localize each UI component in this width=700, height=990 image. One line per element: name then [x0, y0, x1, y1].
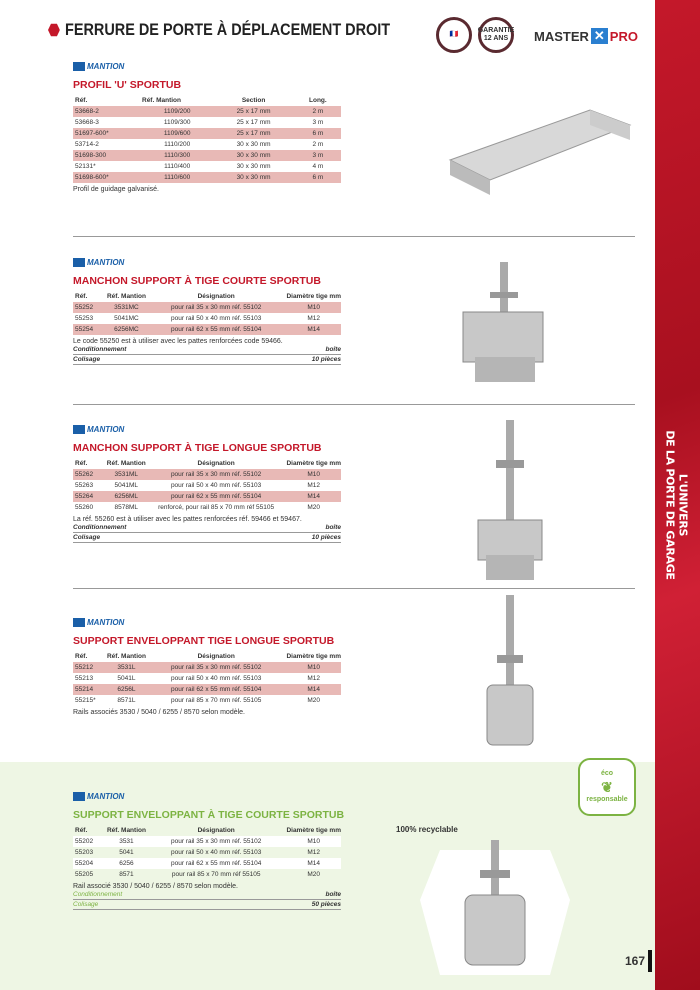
- table-row: [73, 150, 341, 161]
- product-section: [73, 258, 341, 365]
- table-cell: 30 x 30 mm: [212, 172, 292, 183]
- table-cell: pour rail 62 x 55 mm réf. 55104: [146, 324, 285, 335]
- table-cell: 51698-600*: [73, 172, 140, 183]
- product-table: [73, 291, 341, 335]
- table-cell: 1110/300: [140, 150, 212, 161]
- side-tab-line2: DE LA PORTE DE GARAGE: [664, 430, 677, 580]
- divider: [73, 236, 635, 237]
- masterpro-logo: [534, 28, 638, 44]
- table-row: [73, 469, 341, 480]
- conditionnement-row: [73, 523, 341, 533]
- table-cell: 8571: [119, 871, 134, 878]
- table-row: [73, 858, 341, 869]
- column-header: Réf. Mantion: [106, 293, 146, 300]
- table-cell: M14: [284, 858, 341, 869]
- colisage-row: [73, 900, 341, 910]
- table-cell: 2 m: [312, 141, 324, 148]
- table-cell: 4 m: [312, 163, 324, 170]
- table-cell: 1109/200: [140, 106, 212, 117]
- table-cell: 1110/600: [140, 172, 212, 183]
- mantion-logo: [73, 258, 341, 267]
- column-header: Long.: [309, 97, 327, 104]
- colisage-row: [73, 533, 341, 543]
- section-note: Rails associés 3530 / 5040 / 6255 / 8570 selon modèle.: [73, 709, 246, 716]
- table-cell: pour rail 62 x 55 mm réf. 55104: [146, 858, 285, 869]
- table-cell: 3531L: [105, 662, 146, 673]
- table-cell: 1110/400: [164, 163, 191, 170]
- eco-badge-top: éco: [600, 770, 614, 777]
- mantion-logo-text: MANTION: [87, 792, 125, 801]
- product-section: [73, 618, 341, 716]
- table-row: [73, 847, 341, 858]
- table-cell: pour rail 85 x 70 mm réf 55105: [171, 871, 261, 878]
- table-cell: 25 x 17 mm: [212, 128, 292, 139]
- table-cell: 5041: [119, 849, 134, 856]
- table-cell: M14: [284, 324, 341, 335]
- section-title: SUPPORT ENVELOPPANT TIGE LONGUE SPORTUB: [73, 635, 335, 647]
- mantion-logo: [73, 618, 341, 627]
- table-cell: 53668-3: [75, 119, 99, 126]
- table-cell: M20: [307, 504, 321, 511]
- recyclable-label: 100% recyclable: [396, 825, 458, 834]
- mantion-logo-text: MANTION: [87, 618, 125, 627]
- table-cell: 6256MC: [105, 324, 146, 335]
- table-cell: M20: [307, 871, 321, 878]
- mantion-logo-text: MANTION: [87, 258, 125, 267]
- table-row: [73, 836, 341, 847]
- table-row: [73, 128, 341, 139]
- page-marker: [648, 950, 652, 972]
- eco-badge-bottom: responsable: [586, 796, 628, 803]
- side-tab: [657, 430, 697, 580]
- table-cell: 3 m: [293, 150, 341, 161]
- column-header: Réf.: [75, 293, 88, 300]
- table-cell: 55212: [73, 662, 105, 673]
- table-cell: 6256: [105, 858, 146, 869]
- table-cell: M12: [307, 482, 321, 489]
- mantion-logo: [73, 62, 341, 71]
- mantion-logo: [73, 425, 341, 434]
- table-row: [73, 502, 341, 513]
- table-cell: 55260: [75, 504, 94, 511]
- table-row: [73, 684, 341, 695]
- table-row: [73, 161, 341, 172]
- table-row: [73, 673, 341, 684]
- short-rod-support-image: [455, 262, 555, 392]
- table-cell: M10: [284, 469, 341, 480]
- table-cell: 55213: [75, 675, 94, 682]
- table-cell: pour rail 35 x 30 mm réf. 55102: [146, 469, 285, 480]
- section-note: La réf. 55260 est à utiliser avec les pattes renforcées réf. 59466 et 59467.: [73, 516, 302, 523]
- page-number-text: 167: [625, 954, 646, 968]
- table-cell: pour rail 35 x 30 mm réf. 55102: [146, 302, 285, 313]
- brand-master: MASTER: [534, 28, 589, 44]
- table-cell: pour rail 50 x 40 mm réf. 55103: [170, 482, 262, 489]
- table-cell: 53714-2: [75, 141, 99, 148]
- mantion-logo-icon: [73, 792, 85, 801]
- conditionnement-label: Conditionnement: [73, 524, 127, 531]
- table-row: [73, 172, 341, 183]
- column-header: Diamètre tige mm: [286, 827, 341, 834]
- table-row: [73, 302, 341, 313]
- side-tab-line1: L'UNIVERS: [677, 473, 690, 537]
- table-cell: M14: [284, 491, 341, 502]
- column-header: Réf.: [75, 653, 88, 660]
- table-cell: 3531ML: [105, 469, 146, 480]
- brand-pro: PRO: [609, 28, 638, 44]
- table-cell: M12: [307, 849, 321, 856]
- table-cell: pour rail 62 x 55 mm réf. 55104: [146, 684, 284, 695]
- colisage-label: Colisage: [73, 901, 99, 908]
- section-note: Rail associé 3530 / 5040 / 6255 / 8570 selon modèle.: [73, 883, 239, 890]
- table-row: [73, 869, 341, 880]
- mantion-logo-text: MANTION: [87, 62, 125, 71]
- colisage-value: 50 pièces: [311, 901, 341, 908]
- u-profile-image: [440, 100, 640, 200]
- product-table: [73, 95, 341, 183]
- table-row: [73, 313, 341, 324]
- table-cell: pour rail 50 x 40 mm réf. 55103: [171, 315, 262, 322]
- column-header: Diamètre tige mm: [286, 653, 341, 660]
- colisage-value: 10 pièces: [311, 534, 341, 541]
- mantion-logo-icon: [73, 62, 85, 71]
- column-header: Désignation: [197, 653, 235, 660]
- section-title: MANCHON SUPPORT À TIGE LONGUE SPORTUB: [73, 442, 322, 454]
- eco-responsible-badge: [578, 758, 636, 816]
- column-header: Désignation: [197, 827, 235, 834]
- table-cell: 3 m: [312, 119, 324, 126]
- table-cell: 3531: [105, 836, 146, 847]
- table-cell: 1110/200: [164, 141, 191, 148]
- column-header: Section: [241, 97, 266, 104]
- table-cell: 6 m: [293, 172, 341, 183]
- column-header: Réf.: [75, 827, 88, 834]
- colisage-row: [73, 355, 341, 365]
- leaf-icon: ❦: [601, 779, 613, 795]
- table-cell: 1109/600: [140, 128, 212, 139]
- product-section: [73, 425, 341, 543]
- conditionnement-label: Conditionnement: [73, 346, 127, 353]
- table-cell: 8571L: [117, 697, 136, 704]
- conditionnement-value: boîte: [325, 891, 341, 898]
- colisage-label: Colisage: [73, 534, 101, 541]
- wrap-short-rod-support-image: [420, 840, 570, 980]
- product-table: [73, 458, 341, 513]
- conditionnement-label: Conditionnement: [73, 891, 123, 898]
- section-title: SUPPORT ENVELOPPANT À TIGE COURTE SPORTUB: [73, 809, 345, 821]
- table-cell: 55202: [73, 836, 105, 847]
- table-cell: pour rail 50 x 40 mm réf. 55103: [171, 675, 262, 682]
- wrap-long-rod-support-image: [475, 595, 545, 760]
- page-title-text: FERRURE DE PORTE À DÉPLACEMENT DROIT: [65, 20, 391, 39]
- section-title: MANCHON SUPPORT À TIGE COURTE SPORTUB: [73, 275, 321, 287]
- table-cell: 55215*: [75, 697, 96, 704]
- table-cell: pour rail 62 x 55 mm réf. 55104: [146, 491, 285, 502]
- column-header: Désignation: [197, 293, 235, 300]
- mantion-logo-icon: [73, 618, 85, 627]
- table-cell: M12: [307, 675, 321, 682]
- x-logo-icon: ✕: [591, 28, 608, 44]
- table-cell: 25 x 17 mm: [212, 106, 292, 117]
- table-cell: 55252: [73, 302, 105, 313]
- column-header: Désignation: [197, 460, 235, 467]
- table-cell: pour rail 85 x 70 mm réf. 55105: [171, 697, 262, 704]
- table-cell: renforcé, pour rail 85 x 70 mm réf 55105: [158, 504, 275, 511]
- long-rod-support-image: [470, 420, 550, 590]
- table-cell: M10: [284, 662, 341, 673]
- table-cell: 55204: [73, 858, 105, 869]
- colisage-label: Colisage: [73, 356, 101, 363]
- table-cell: 30 x 30 mm: [236, 163, 271, 170]
- table-cell: 5041MC: [114, 315, 139, 322]
- column-header: Réf. Mantion: [106, 827, 146, 834]
- section-note: Le code 55250 est à utiliser avec les pattes renforcées code 59466.: [73, 338, 283, 345]
- mantion-logo-icon: [73, 258, 85, 267]
- column-header: Diamètre tige mm: [286, 293, 341, 300]
- table-cell: M10: [284, 302, 341, 313]
- conditionnement-value: boîte: [325, 524, 341, 531]
- product-table: [73, 825, 341, 880]
- table-cell: 5041L: [117, 675, 136, 682]
- colisage-value: 10 pièces: [311, 356, 341, 363]
- section-note: Profil de guidage galvanisé.: [73, 186, 160, 193]
- table-cell: 55254: [73, 324, 105, 335]
- table-cell: 55214: [73, 684, 105, 695]
- divider: [73, 404, 635, 405]
- table-cell: 55203: [75, 849, 94, 856]
- conditionnement-row: [73, 345, 341, 355]
- product-section: [73, 792, 345, 910]
- table-cell: pour rail 50 x 40 mm réf. 55103: [171, 849, 262, 856]
- table-cell: 8578ML: [114, 504, 139, 511]
- page-number: [625, 950, 652, 972]
- table-row: [73, 491, 341, 502]
- product-section: [73, 62, 341, 193]
- table-cell: 51697-600*: [73, 128, 140, 139]
- table-row: [73, 139, 341, 150]
- column-header: Réf. Mantion: [142, 97, 181, 104]
- mantion-logo-text: MANTION: [87, 425, 125, 434]
- table-cell: 30 x 30 mm: [236, 141, 271, 148]
- table-cell: 30 x 30 mm: [212, 150, 292, 161]
- table-cell: pour rail 35 x 30 mm réf. 55102: [146, 836, 285, 847]
- table-cell: 3531MC: [105, 302, 146, 313]
- table-cell: 6256ML: [105, 491, 146, 502]
- table-cell: 55263: [75, 482, 94, 489]
- conditionnement-row: [73, 890, 341, 900]
- column-header: Diamètre tige mm: [286, 460, 341, 467]
- table-cell: 6256L: [105, 684, 146, 695]
- conditionnement-value: boîte: [325, 346, 341, 353]
- divider: [73, 588, 635, 589]
- column-header: Réf. Mantion: [106, 653, 146, 660]
- table-cell: M14: [284, 684, 341, 695]
- table-cell: 55264: [73, 491, 105, 502]
- table-cell: 55205: [75, 871, 94, 878]
- table-row: [73, 117, 341, 128]
- table-cell: 1109/300: [163, 119, 191, 126]
- table-cell: 55253: [75, 315, 94, 322]
- table-cell: M20: [307, 697, 321, 704]
- table-cell: 25 x 17 mm: [236, 119, 271, 126]
- section-title: PROFIL 'U' SPORTUB: [73, 79, 182, 91]
- table-row: [73, 695, 341, 706]
- guarantee-badge: GARANTIE 12 ANS: [478, 17, 514, 53]
- column-header: Réf. Mantion: [106, 460, 146, 467]
- table-cell: 52131*: [75, 163, 96, 170]
- table-row: [73, 106, 341, 117]
- mantion-logo: [73, 792, 341, 801]
- hexagon-icon: [48, 23, 60, 37]
- table-cell: 53668-2: [73, 106, 140, 117]
- table-cell: 5041ML: [114, 482, 139, 489]
- table-cell: 2 m: [293, 106, 341, 117]
- table-row: [73, 480, 341, 491]
- product-table: [73, 651, 341, 706]
- mantion-logo-icon: [73, 425, 85, 434]
- column-header: Réf.: [75, 97, 88, 104]
- table-cell: pour rail 35 x 30 mm réf. 55102: [146, 662, 284, 673]
- table-cell: M10: [284, 836, 341, 847]
- table-cell: 55262: [73, 469, 105, 480]
- table-cell: M12: [307, 315, 321, 322]
- table-row: [73, 324, 341, 335]
- table-cell: 51698-300: [73, 150, 140, 161]
- table-cell: 6 m: [293, 128, 341, 139]
- made-in-france-badge-icon: 🇫🇷: [436, 17, 472, 53]
- column-header: Réf.: [75, 460, 88, 467]
- table-row: [73, 662, 341, 673]
- page-title: [48, 20, 390, 40]
